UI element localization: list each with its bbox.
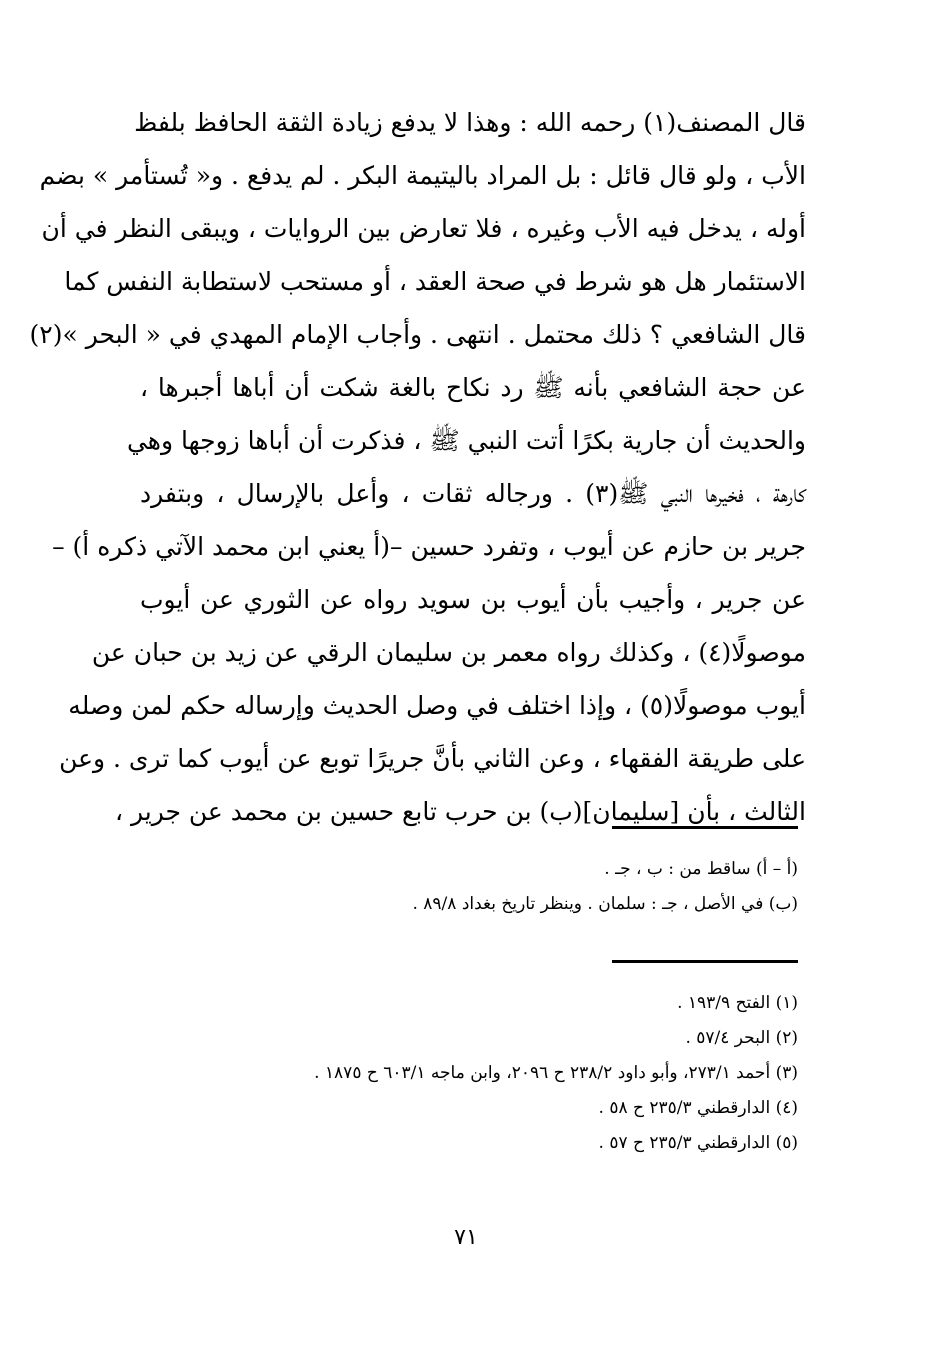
page-number: ٧١ — [454, 1225, 478, 1250]
reference-note: (١) الفتح ١٩٣/٩ . — [677, 993, 798, 1013]
text-line: قال الشافعي ؟ ذلك محتمل . انتهى . وأجاب الإمام المهدي في « البحر »(٢) — [29, 320, 806, 349]
footnote-separator — [612, 826, 798, 829]
text-line: عن حجة الشافعي بأنه ﷺ رد نكاح بالغة شكت أن أباها أجبرها ، — [140, 373, 806, 402]
reference-note: (٢) البحر ٥٧/٤ . — [685, 1028, 798, 1048]
main-text-body — [29, 96, 806, 838]
text-line: على طريقة الفقهاء ، وعن الثاني بأنَّ جريرًا توبع عن أيوب كما ترى . وعن — [59, 744, 806, 773]
reference-note: (٤) الدارقطني ٢٣٥/٣ ح ٥٨ . — [598, 1098, 798, 1118]
text-line: جرير بن حازم عن أيوب ، وتفرد حسين –(أ يعني ابن محمد الآتي ذكره أ) – — [52, 532, 806, 561]
text-line: كارهة ، فخيرها النبي ﷺ(٣) . ورجاله ثقات ، وأعل بالإرسال ، وبتفرد — [140, 479, 806, 508]
variant-notes — [148, 852, 798, 922]
text-line: والحديث أن جارية بكرًا أتت النبي ﷺ ، فذكرت أن أباها زوجها وهي — [126, 426, 806, 455]
text-line: موصولًا(٤) ، وكذلك رواه معمر بن سليمان الرقي عن زيد بن حبان عن — [91, 638, 806, 667]
text-line: الأب ، ولو قال قائل : بل المراد باليتيمة البكر . لم يدفع . و« تُستأمر » بضم — [39, 161, 806, 190]
text-line: أيوب موصولًا(٥) ، وإذا اختلف في وصل الحديث وإرساله حكم لمن وصله — [68, 691, 806, 720]
reference-note: (٣) أحمد ٢٧٣/١، وأبو داود ٢٣٨/٢ ح ٢٠٩٦، وابن ماجه ٦٠٣/١ ح ١٨٧٥ . — [314, 1063, 798, 1083]
footnote-separator — [612, 960, 798, 963]
text-line: قال المصنف(١) رحمه الله : وهذا لا يدفع زيادة الثقة الحافظ بلفظ — [134, 108, 806, 137]
text-line: عن جرير ، وأجيب بأن أيوب بن سويد رواه عن الثوري عن أيوب — [140, 585, 806, 614]
text-line: الثالث ، بأن [سليمان](ب) بن حرب تابع حسين بن محمد عن جرير ، — [114, 797, 806, 826]
variant-note: (أ – أ) ساقط من : ب ، جـ . — [604, 859, 798, 879]
reference-note: (٥) الدارقطني ٢٣٥/٣ ح ٥٧ . — [598, 1133, 798, 1153]
reference-notes — [148, 986, 798, 1161]
text-line: أوله ، يدخل فيه الأب وغيره ، فلا تعارض بين الروايات ، ويبقى النظر في أن — [41, 214, 806, 243]
variant-note: (ب) في الأصل ، جـ : سلمان . وينظر تاريخ بغداد ٨٩/٨ . — [412, 894, 798, 914]
text-line: الاستئمار هل هو شرط في صحة العقد ، أو مستحب لاستطابة النفس كما — [64, 267, 806, 296]
